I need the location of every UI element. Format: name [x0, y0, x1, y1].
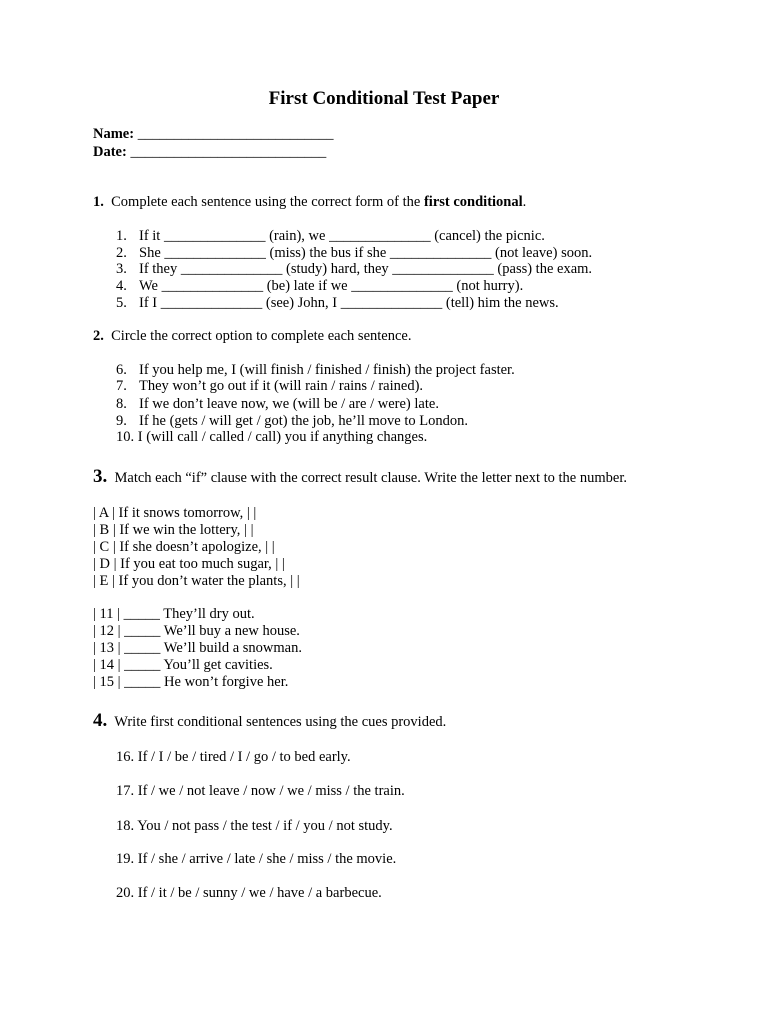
- date-blank: ___________________________: [130, 144, 327, 160]
- item-text: If it ______________ (rain), we ______________ (cancel) the picnic.: [139, 228, 545, 244]
- list-item: [116, 396, 439, 413]
- result-clause-row: | 14 | _____ You’ll get cavities.: [93, 657, 273, 673]
- question-1-heading: [93, 194, 526, 211]
- item-number: 1.: [116, 228, 127, 244]
- name-label: Name:: [93, 126, 135, 142]
- if-clause-row: | B | If we win the lottery, | |: [93, 522, 254, 538]
- list-item: [116, 228, 545, 245]
- item-text: If I ______________ (see) John, I ______________ (tell) him the news.: [139, 295, 559, 311]
- name-blank: ___________________________: [137, 126, 334, 142]
- cue-item: 18. You / not pass / the test / if / you / not study.: [116, 818, 393, 834]
- question-4-number: 4.: [93, 710, 108, 731]
- cue-item: 19. If / she / arrive / late / she / miss / the movie.: [116, 851, 397, 867]
- result-clause-row: | 13 | _____ We’ll build a snowman.: [93, 640, 302, 656]
- item-number: 8.: [116, 396, 127, 412]
- question-1-number: 1.: [93, 194, 104, 210]
- question-1-text-bold: first conditional: [423, 194, 523, 210]
- page-title: First Conditional Test Paper: [268, 88, 500, 109]
- question-1-text-before: Complete each sentence using the correct form of the: [111, 194, 424, 210]
- item-number: 10.: [116, 429, 135, 445]
- if-clause-row: | E | If you don’t water the plants, | |: [93, 573, 300, 589]
- item-text: I (will call / called / call) you if anything changes.: [137, 429, 428, 445]
- cue-item: 16. If / I / be / tired / I / go / to bed early.: [116, 749, 351, 765]
- item-text: If you help me, I (will finish / finished / finish) the project faster.: [139, 362, 515, 378]
- item-text: If they ______________ (study) hard, they ______________ (pass) the exam.: [139, 261, 593, 277]
- cue-item: 17. If / we / not leave / now / we / miss / the train.: [116, 783, 405, 799]
- item-text: We ______________ (be) late if we ______________ (not hurry).: [139, 278, 524, 294]
- question-4-text: Write first conditional sentences using the cues provided.: [114, 714, 447, 730]
- result-clause-row: | 11 | _____ They’ll dry out.: [93, 606, 255, 622]
- item-text: She ______________ (miss) the bus if she ______________ (not leave) soon.: [139, 245, 593, 261]
- item-number: 3.: [116, 261, 127, 277]
- item-number: 7.: [116, 378, 127, 394]
- question-2-number: 2.: [93, 328, 104, 344]
- item-number: 5.: [116, 295, 127, 311]
- item-number: 4.: [116, 278, 127, 294]
- question-3-number: 3.: [93, 466, 108, 487]
- question-2-text: Circle the correct option to complete each sentence.: [111, 328, 412, 344]
- if-clause-row: | C | If she doesn’t apologize, | |: [93, 539, 275, 555]
- date-field: [93, 144, 326, 161]
- name-field: [93, 126, 333, 143]
- item-text: If we don’t leave now, we (will be / are / were) late.: [139, 396, 439, 412]
- question-2-heading: [93, 328, 411, 345]
- list-item: [116, 378, 423, 395]
- item-number: 6.: [116, 362, 127, 378]
- result-clause-row: | 12 | _____ We’ll buy a new house.: [93, 623, 300, 639]
- question-1-text-after: .: [522, 194, 527, 210]
- list-item: [116, 429, 427, 446]
- list-item: [116, 295, 559, 312]
- item-number: 2.: [116, 245, 127, 261]
- item-text: If he (gets / will get / got) the job, he’ll move to London.: [139, 413, 469, 429]
- list-item: [116, 413, 468, 430]
- question-3-text: Match each “if” clause with the correct result clause. Write the letter next to the number.: [114, 470, 627, 486]
- cue-item: 20. If / it / be / sunny / we / have / a barbecue.: [116, 885, 382, 901]
- list-item: [116, 245, 592, 262]
- if-clause-row: | D | If you eat too much sugar, | |: [93, 556, 285, 572]
- question-4-heading: [93, 710, 446, 732]
- item-number: 9.: [116, 413, 127, 429]
- result-clause-row: | 15 | _____ He won’t forgive her.: [93, 674, 289, 690]
- question-3-heading: [93, 466, 627, 488]
- item-text: They won’t go out if it (will rain / rains / rained).: [139, 378, 424, 394]
- if-clause-row: | A | If it snows tomorrow, | |: [93, 505, 257, 521]
- list-item: [116, 278, 523, 295]
- list-item: [116, 362, 515, 379]
- date-label: Date:: [93, 144, 127, 160]
- list-item: [116, 261, 592, 278]
